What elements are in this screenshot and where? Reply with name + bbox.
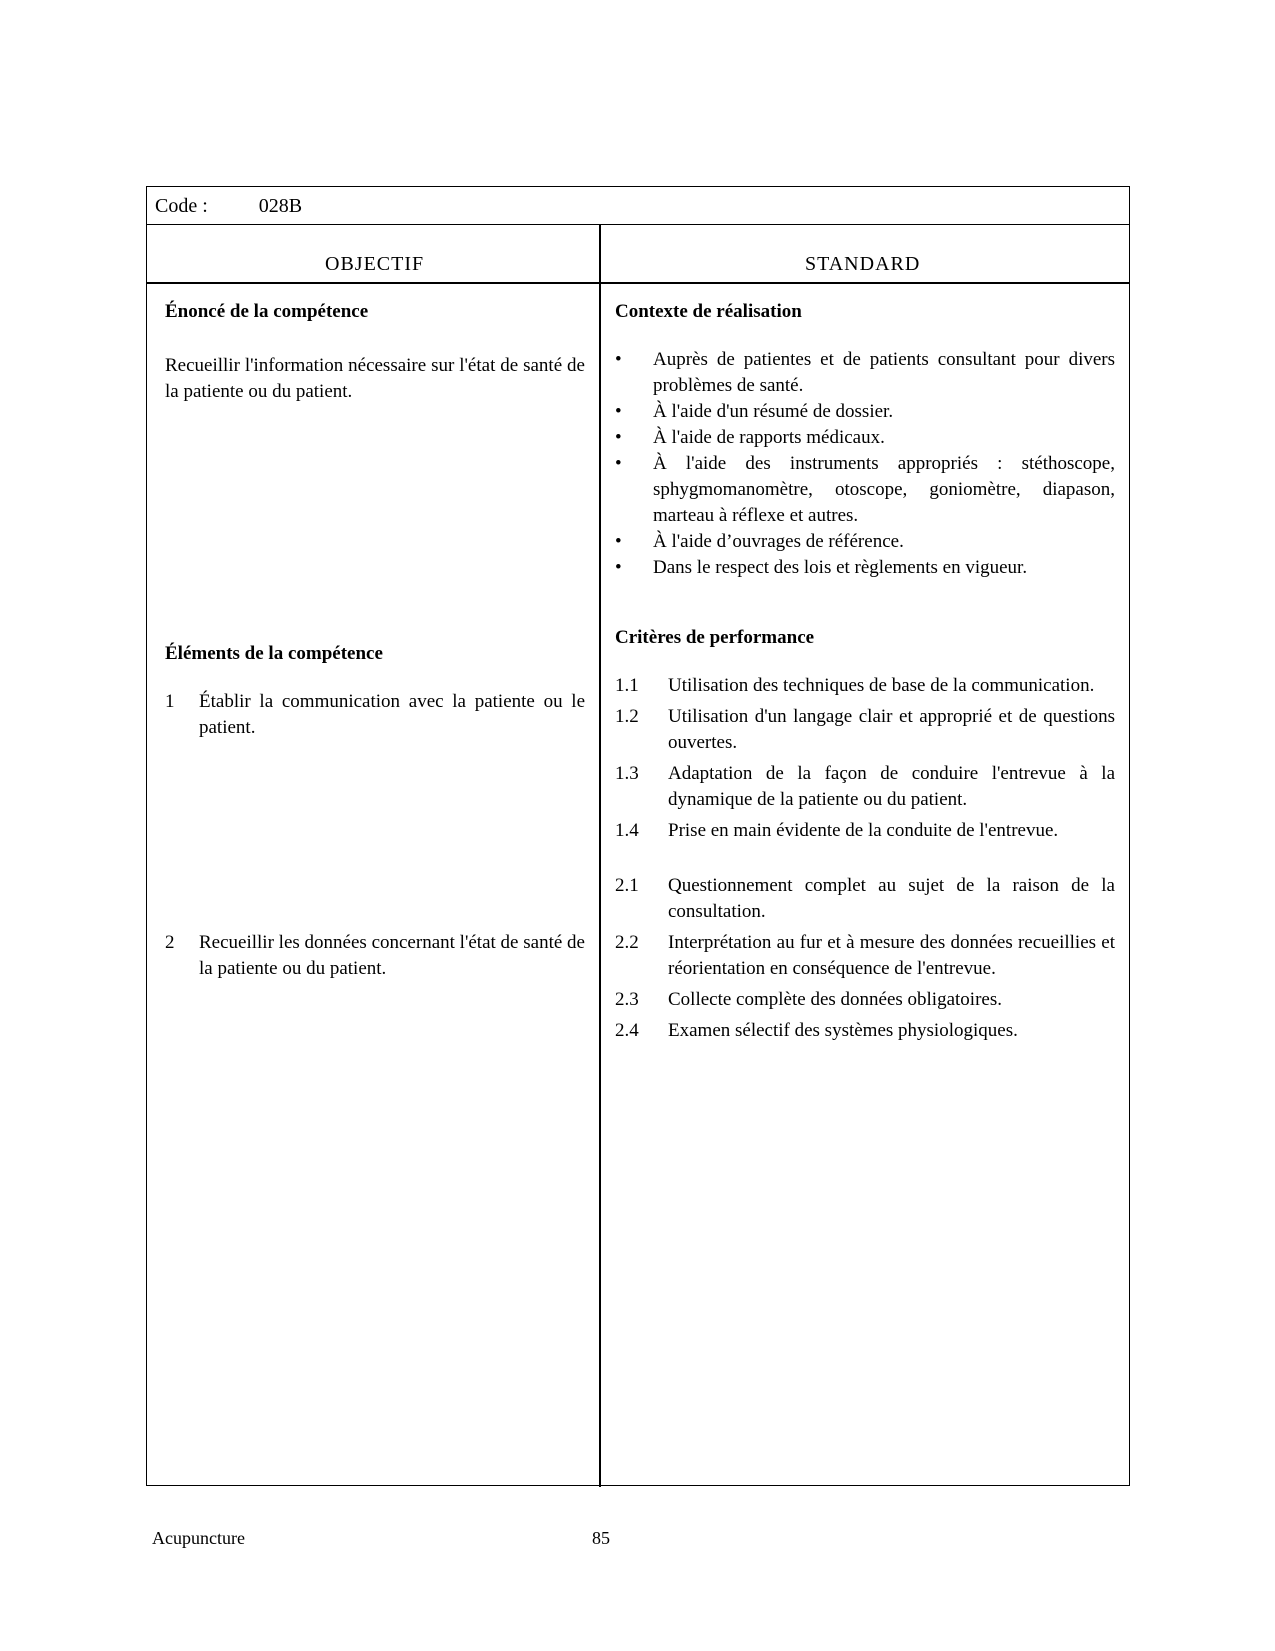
header-row	[147, 225, 1129, 284]
criterion-item: 2.3 Collecte complète des données obligatoires.	[615, 987, 1115, 1013]
objective-header: OBJECTIF	[325, 253, 425, 275]
element-text: Recueillir les données concernant l'état de santé de la patiente ou du patient.	[199, 932, 585, 979]
code-value: 028B	[258, 195, 303, 217]
criterion-number: 2.4	[615, 1020, 639, 1041]
element-text: Établir la communication avec la patiente ou le patient.	[199, 691, 585, 738]
page-footer	[152, 1528, 610, 1549]
competence-statement: Recueillir l'information nécessaire sur l'état de santé de la patiente ou du patient.	[165, 355, 585, 402]
criterion-item: 1.4 Prise en main évidente de la conduite de l'entrevue.	[615, 818, 1115, 844]
criterion-number: 1.1	[615, 675, 639, 696]
page-number: 85	[592, 1528, 610, 1548]
context-item: • À l'aide d’ouvrages de référence.	[615, 529, 1115, 555]
element-item	[165, 689, 585, 741]
criterion-item: 2.1 Questionnement complet au sujet de la raison de la consultation.	[615, 875, 1115, 922]
element-item	[165, 930, 585, 982]
objective-column	[165, 299, 585, 982]
criterion-number: 2.3	[615, 989, 639, 1010]
code-row	[147, 187, 1129, 225]
context-item: • À l'aide des instruments appropriés : stéthoscope, sphygmomanomètre, otoscope, goniomètre, diapason, marteau à réflexe et autres.	[615, 453, 1115, 526]
elements-title: Éléments de la compétence	[165, 643, 383, 664]
standard-header: STANDARD	[805, 253, 921, 275]
criteria-title: Critères de performance	[615, 627, 815, 648]
bullet-icon: •	[615, 453, 622, 474]
code-label: Code :	[155, 195, 208, 217]
criterion-item: 2.2 Interprétation au fur et à mesure des données recueillies et réorientation en conséquence de l'entrevue.	[615, 932, 1115, 979]
context-item: • Auprès de patientes et de patients consultant pour divers problèmes de santé.	[615, 349, 1115, 396]
criterion-item: 1.2 Utilisation d'un langage clair et approprié et de questions ouvertes.	[615, 706, 1115, 753]
criterion-number: 1.3	[615, 763, 639, 784]
competence-title: Énoncé de la compétence	[165, 301, 369, 322]
context-item: • À l'aide d'un résumé de dossier.	[615, 399, 1115, 425]
criterion-number: 1.4	[615, 820, 639, 841]
element-number: 1	[165, 691, 175, 712]
criterion-item: 1.1 Utilisation des techniques de base de la communication.	[615, 673, 1115, 699]
bullet-icon: •	[615, 531, 622, 552]
criterion-number: 2.1	[615, 875, 639, 896]
footer-program: Acupuncture	[152, 1528, 245, 1548]
bullet-icon: •	[615, 557, 622, 578]
standard-column	[615, 299, 1115, 1049]
criterion-number: 1.2	[615, 706, 639, 727]
criterion-number: 2.2	[615, 932, 639, 953]
bullet-icon: •	[615, 427, 622, 448]
bullet-icon: •	[615, 401, 622, 422]
criterion-item: 1.3 Adaptation de la façon de conduire l'entrevue à la dynamique de la patiente ou du patient.	[615, 763, 1115, 810]
context-list	[615, 347, 1115, 581]
element-number: 2	[165, 932, 175, 953]
context-item: • Dans le respect des lois et règlements en vigueur.	[615, 555, 1115, 581]
context-title: Contexte de réalisation	[615, 301, 802, 322]
context-item: • À l'aide de rapports médicaux.	[615, 425, 1115, 451]
column-divider	[599, 225, 601, 1487]
criterion-item: 2.4 Examen sélectif des systèmes physiologiques.	[615, 1018, 1115, 1044]
bullet-icon: •	[615, 349, 622, 370]
competence-table	[146, 186, 1130, 1486]
